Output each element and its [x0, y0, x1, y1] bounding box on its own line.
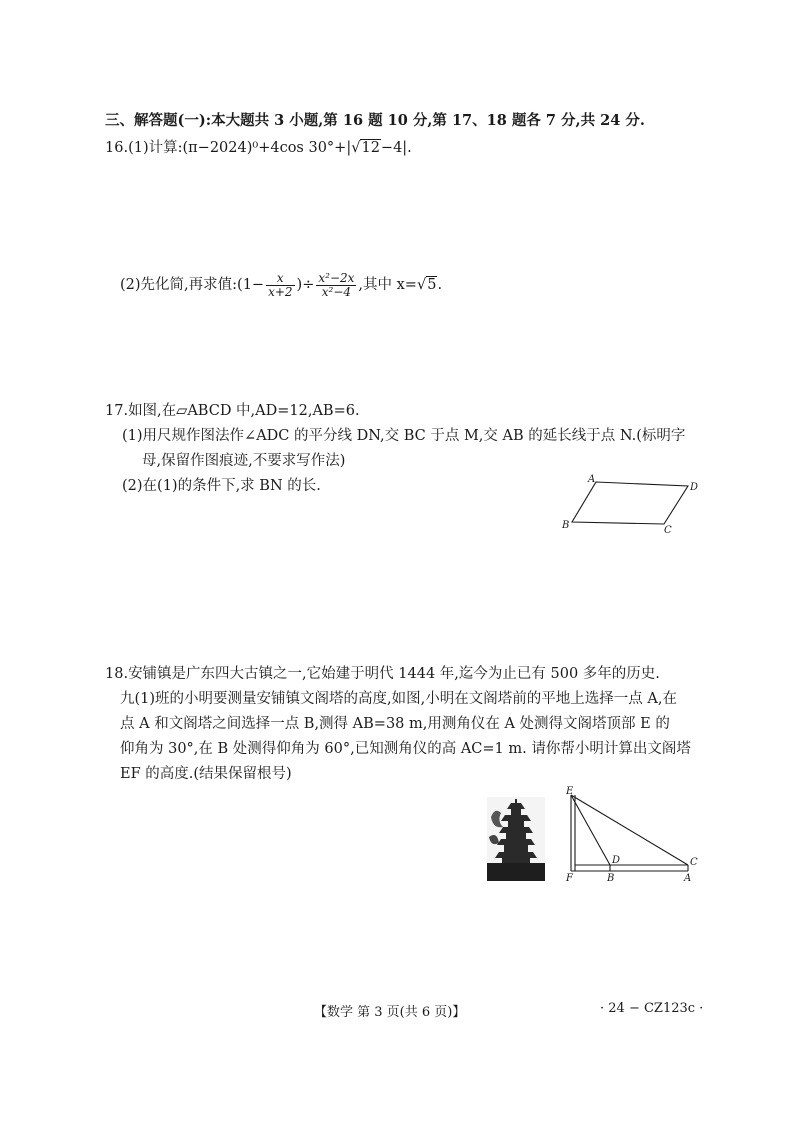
q16-p2-sqrt: 5	[427, 277, 437, 293]
label-e: E	[566, 786, 574, 797]
footer-page-info: 【数学 第 3 页(共 6 页)】	[314, 1005, 466, 1020]
q17-intro: 17.如图,在▱ABCD 中,AD=12,AB=6.	[105, 403, 360, 419]
q18-line2: 九(1)班的小明要测量安铺镇文阁塔的高度,如图,小明在文阁塔前的平地上选择一点 A,在	[120, 691, 677, 707]
q17-number: 17.	[105, 403, 129, 419]
q18-tower-figure	[560, 785, 705, 883]
q16-fraction-2: $\frac{\text{x²−2x}}{\text{x²−4}}$	[318, 270, 355, 299]
label-b: B	[607, 873, 615, 883]
q16-part1: 16.(1)计算:(π−2024)⁰+4cos 30°+|√12−4|.	[105, 140, 412, 156]
q16-p2-label: (2)先化简,再求值:(1−	[120, 277, 265, 293]
label-a: A	[588, 474, 596, 485]
q18-line3: 点 A 和文阁塔之间选择一点 B,测得 AB=38 m,用测角仪在 A 处测得文阁塔顶部 E 的	[120, 716, 670, 732]
line-ec	[571, 795, 688, 865]
q16-p2-div: )÷	[296, 277, 315, 293]
q16-p1-expr: (π−2024)⁰+4cos 30°+|	[182, 140, 352, 156]
label-c: C	[664, 525, 672, 534]
q18-line5: EF 的高度.(结果保留根号)	[120, 766, 292, 782]
q17-part1-line2: 母,保留作图痕迹,不要求写作法)	[142, 453, 346, 469]
label-c: C	[690, 857, 698, 868]
q16-part2: (2)先化简,再求值:(1− $\frac{x}{x+2}$ )÷ $\frac{\text{x²−2x}}{\text{x²−4}}$ ,其中 x=√5.	[120, 270, 443, 299]
q16-p1-sqrt: 12	[361, 140, 380, 156]
q16-p1-tail: −4|.	[380, 140, 412, 156]
q18-line1: 18.安铺镇是广东四大古镇之一,它始建于明代 1444 年,迄今为止已有 500 多年的历史.	[105, 666, 660, 682]
pagoda-photo	[487, 797, 545, 881]
q16-p1-label: (1)计算:	[128, 140, 183, 156]
q18-line4: 仰角为 30°,在 B 处测得仰角为 60°,已知测角仪的高 AC=1 m. 请你帮小明计算出文阁塔	[120, 741, 691, 757]
q16-fraction-1: $\frac{x}{x+2}$	[268, 270, 293, 299]
label-a: A	[684, 873, 692, 883]
q17-part2: (2)在(1)的条件下,求 BN 的长.	[122, 478, 321, 494]
q17-part1-line1: (1)用尺规作图法作∠ADC 的平分线 DN,交 BC 于点 M,交 AB 的延长线于点 N.(标明字	[122, 428, 686, 444]
label-f: F	[566, 873, 573, 883]
parallelogram-abcd	[572, 482, 688, 524]
line-ed	[571, 795, 610, 865]
label-d: D	[690, 482, 699, 493]
q16-p2-tail: ,其中 x=	[358, 277, 417, 293]
label-b: B	[562, 520, 570, 531]
q16-number: 16.	[105, 140, 129, 156]
q17-parallelogram-figure	[560, 472, 710, 534]
q18-number: 18.	[105, 666, 129, 682]
section-header: 三、解答题(一):本大题共 3 小题,第 16 题 10 分,第 17、18 题各 7 分,共 24 分.	[105, 112, 645, 129]
label-d: D	[612, 855, 621, 866]
footer-code: · 24 − CZ123c ·	[600, 1001, 704, 1016]
